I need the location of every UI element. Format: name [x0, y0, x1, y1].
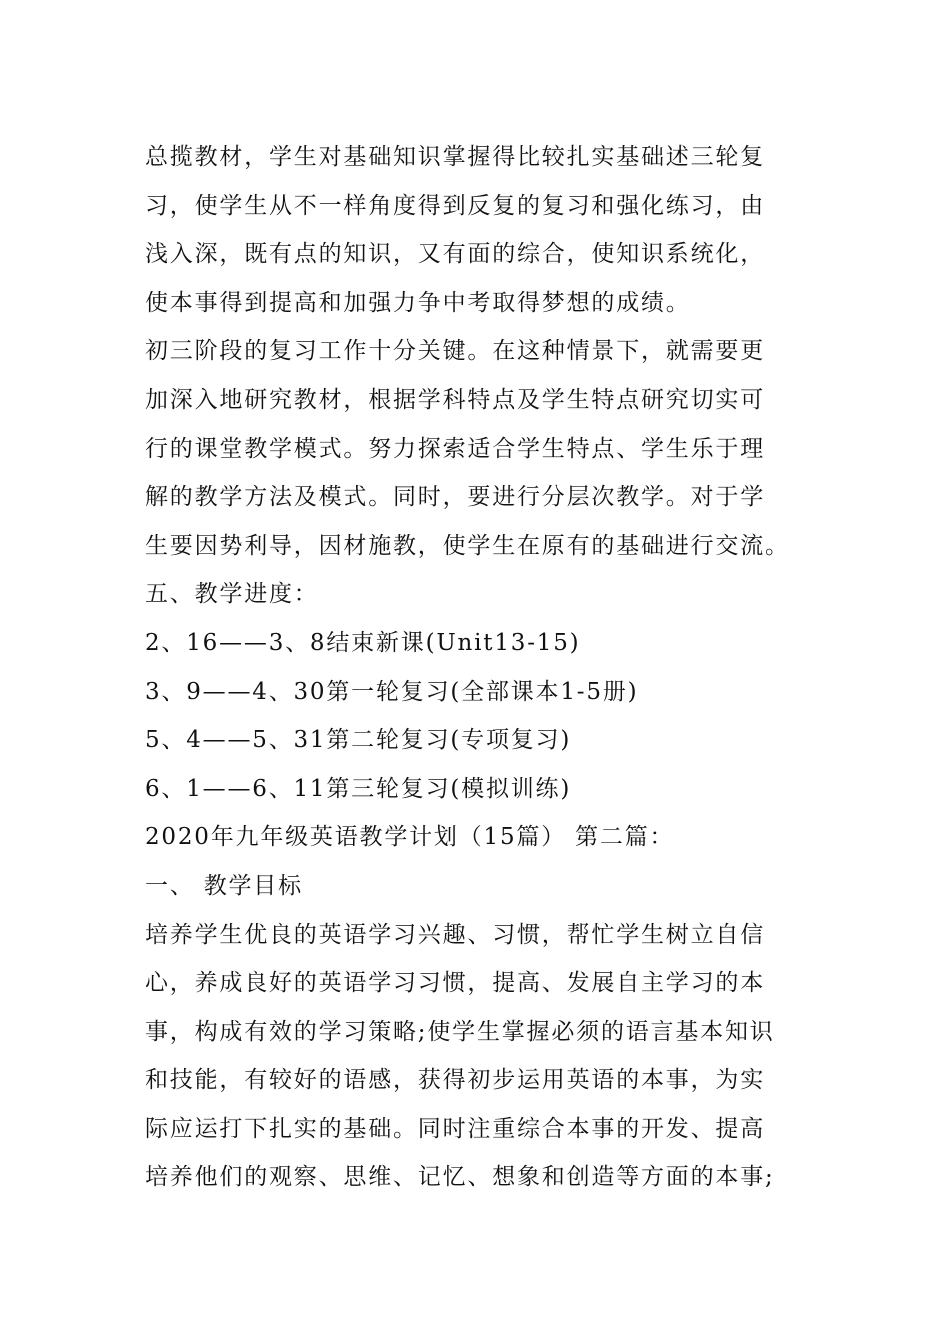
text-line: 行的课堂教学模式。努力探索适合学生特点、学生乐于理 [145, 435, 765, 462]
document-body [145, 133, 810, 1202]
text-line: 使本事得到提高和加强力争中考取得梦想的成绩。 [145, 289, 691, 316]
text-line: 和技能，有较好的语感，获得初步运用英语的本事，为实 [145, 1067, 765, 1094]
section-heading: 一、 教学目标 [145, 872, 303, 899]
schedule-item: 5、4——5、31第二轮复习(专项复习) [145, 727, 572, 754]
text-line: 培养学生优良的英语学习兴趣、习惯，帮忙学生树立自信 [145, 921, 765, 948]
schedule-item: 2、16——3、8结束新课(Unit13-15) [145, 629, 581, 656]
document-title: 2020年九年级英语教学计划（15篇） 第二篇： [145, 824, 675, 851]
text-line: 解的教学方法及模式。同时，要进行分层次教学。对于学 [145, 484, 765, 511]
schedule-item: 6、1——6、11第三轮复习(模拟训练) [145, 775, 572, 802]
text-line: 浅入深，既有点的知识，又有面的综合，使知识系统化， [145, 241, 765, 268]
text-line: 际应运打下扎实的基础。同时注重综合本事的开发、提高 [145, 1115, 765, 1142]
text-line: 习，使学生从不一样角度得到反复的复习和强化练习，由 [145, 192, 765, 219]
text-line: 培养他们的观察、思维、记忆、想象和创造等方面的本事; [145, 1164, 775, 1191]
text-line: 心，养成良好的英语学习习惯，提高、发展自主学习的本 [145, 970, 765, 997]
section-heading: 五、教学进度： [145, 581, 319, 608]
text-line: 事，构成有效的学习策略;使学生掌握必须的语言基本知识 [145, 1018, 775, 1045]
text-line: 加深入地研究教材，根据学科特点及学生特点研究切实可 [145, 386, 765, 413]
text-line: 初三阶段的复习工作十分关键。在这种情景下，就需要更 [145, 338, 765, 365]
schedule-item: 3、9——4、30第一轮复习(全部课本1-5册) [145, 678, 639, 705]
text-line: 生要因势利导，因材施教，使学生在原有的基础进行交流。 [145, 532, 790, 559]
text-line: 总揽教材，学生对基础知识掌握得比较扎实基础述三轮复 [145, 144, 765, 170]
